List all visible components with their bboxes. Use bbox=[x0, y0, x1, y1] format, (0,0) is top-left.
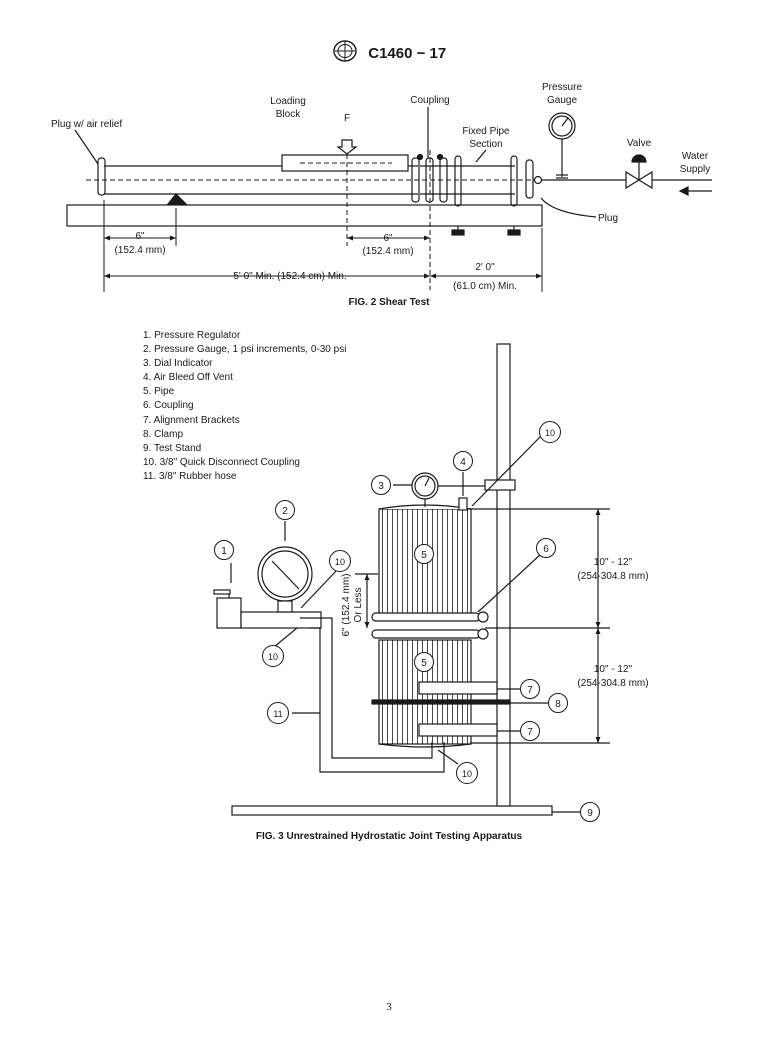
legend-item: 1. Pressure Regulator bbox=[143, 330, 241, 341]
callout-10-pipe: 10 bbox=[461, 769, 473, 779]
legend-item: 2. Pressure Gauge, 1 psi increments, 0-30 psi bbox=[143, 344, 347, 356]
callout-7-upper: 7 bbox=[527, 685, 533, 696]
fig2-dim-left-6in-mm: (152.4 mm) bbox=[114, 245, 166, 256]
legend-item: 8. Clamp bbox=[143, 428, 184, 440]
fig2-water-label-2: Supply bbox=[679, 164, 711, 175]
legend-item: 10. 3/8" Quick Disconnect Coupling bbox=[143, 456, 300, 468]
fig2-dim-mid-6in: 6" bbox=[383, 233, 393, 244]
fig2-dim-left-6in: 6" bbox=[135, 231, 145, 242]
callout-8: 8 bbox=[555, 699, 561, 710]
callout-7-lower: 7 bbox=[527, 727, 533, 738]
fig3-dim-lower: 10" - 12" bbox=[593, 664, 633, 675]
legend-item: 11. 3/8" Rubber hose bbox=[143, 470, 237, 482]
fig2-force-label: F bbox=[343, 113, 351, 124]
callout-10-gauge: 10 bbox=[334, 557, 346, 567]
fig3-dim-upper-mm: (254-304.8 mm) bbox=[577, 571, 649, 582]
fig2-pressure-label-2: Gauge bbox=[546, 95, 578, 106]
fig2-loading-label-1: Loading bbox=[270, 96, 306, 107]
legend-item: 6. Coupling bbox=[143, 400, 194, 412]
standard-designation: C1460 − 17 bbox=[368, 45, 447, 62]
legend-item: 5. Pipe bbox=[143, 386, 175, 398]
fig3-dim-or-less: Or Less bbox=[353, 587, 364, 623]
legend-item: 7. Alignment Brackets bbox=[143, 414, 240, 426]
fig2-pressure-label-1: Pressure bbox=[541, 82, 583, 93]
fig2-plug-label: Plug bbox=[598, 213, 619, 224]
fig2-fixed-pipe-label-1: Fixed Pipe bbox=[462, 126, 510, 137]
callout-9: 9 bbox=[587, 808, 593, 819]
fig2-water-label-1: Water bbox=[681, 151, 709, 162]
legend-item: 3. Dial Indicator bbox=[143, 358, 213, 370]
fig3-dim-upper: 10" - 12" bbox=[593, 557, 633, 568]
callout-10-regulator: 10 bbox=[267, 652, 279, 662]
legend-item: 9. Test Stand bbox=[143, 442, 202, 454]
callout-4: 4 bbox=[460, 457, 466, 468]
fig3-dim-6in: 6" (152.4 mm) bbox=[341, 573, 352, 637]
fig3-dim-lower-mm: (254-304.8 mm) bbox=[577, 678, 649, 689]
fig2-dim-2ft-cm: (61.0 cm) Min. bbox=[453, 281, 517, 292]
fig2-caption: FIG. 2 Shear Test bbox=[348, 297, 430, 308]
callout-3: 3 bbox=[378, 481, 384, 492]
legend-item: 4. Air Bleed Off Vent bbox=[143, 372, 233, 384]
fig2-loading-label-2: Block bbox=[275, 109, 301, 120]
fig2-dim-2ft: 2' 0" bbox=[475, 262, 495, 273]
callout-2: 2 bbox=[282, 506, 288, 517]
page-number: 3 bbox=[386, 1001, 392, 1013]
callout-5-upper: 5 bbox=[421, 550, 427, 561]
fig2-fixed-pipe-label-2: Section bbox=[469, 139, 503, 150]
fig2-valve-label: Valve bbox=[626, 138, 652, 149]
fig2-plug-relief-label: Plug w/ air relief bbox=[51, 119, 123, 130]
callout-6: 6 bbox=[543, 544, 549, 555]
callout-10-stand: 10 bbox=[544, 428, 556, 438]
callout-11: 11 bbox=[273, 709, 283, 719]
fig2-dim-5ft: 5' 0" Min. (152.4 cm) Min. bbox=[233, 271, 347, 282]
callout-5-lower: 5 bbox=[421, 658, 427, 669]
fig2-dim-mid-6in-mm: (152.4 mm) bbox=[362, 246, 414, 257]
fig2-coupling-label: Coupling bbox=[410, 95, 450, 106]
fig3-caption: FIG. 3 Unrestrained Hydrostatic Joint Testing Apparatus bbox=[255, 831, 523, 842]
callout-1: 1 bbox=[221, 546, 227, 557]
